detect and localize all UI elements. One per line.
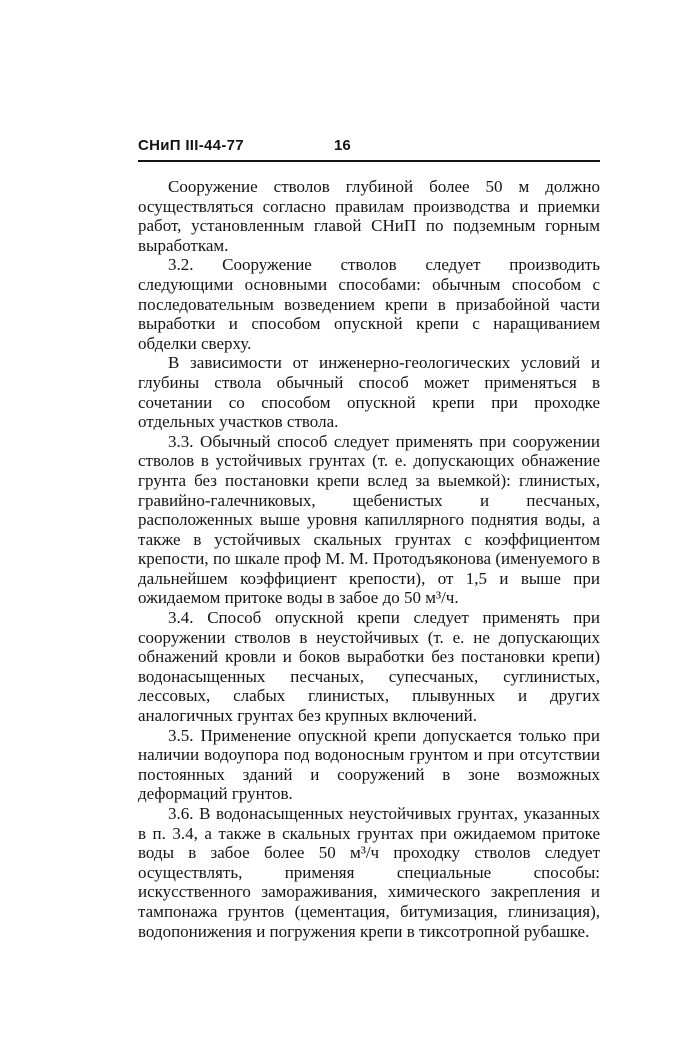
paragraph-3-3: 3.3. Обычный способ следует применять при сооружении стволов в устойчивых грунтах (т. е. допускающих обнажение грунта без постановки крепи вслед за выемкой): глинистых, гравийно-галечниковых, щебенистых и песчаных, расположенных выше уровня капиллярного поднятия воды, а также в устойчивых скальных грунтах с коэффициентом крепости, по шкале проф М. М. Протодъяконова (именуемого в дальнейшем коэффициент крепости), от 1,5 и выше при ожидаемом притоке воды в забое до 50 м³/ч.: [138, 431, 600, 608]
paragraph-3-5: 3.5. Применение опускной крепи допускается только при наличии водоупора под водоносным грунтом и при отсутствии постоянных зданий и сооружений в зоне возможных деформаций грунтов.: [138, 725, 600, 804]
document-code: СНиП III-44-77: [138, 137, 244, 154]
paragraph-3-2: 3.2. Сооружение стволов следует производить следующими основными способами: обычным способом с последовательным возведением крепи в призабойной части выработки и способом опускной крепи с наращиванием обделки сверху.: [138, 255, 600, 353]
page-header: [138, 137, 600, 159]
header-rule: [138, 160, 600, 162]
paragraph-intro: Сооружение стволов глубиной более 50 м должно осуществляться согласно правилам производства и приемки работ, установленным главой СНиП по подземным горным выработкам.: [138, 177, 600, 255]
paragraph-3-6: 3.6. В водонасыщенных неустойчивых грунтах, указанных в п. 3.4, а также в скальных грунтах при ожидаемом притоке воды в забое более 50 м³/ч проходку стволов следует осуществлять, применяя специальные способы: искусственного замораживания, химического закрепления и тампонажа грунтов (цементация, битумизация, глинизация), водопонижения и погружения крепи в тиксотропной рубашке.: [138, 804, 600, 941]
paragraph-3-2-cont: В зависимости от инженерно-геологических условий и глубины ствола обычный способ может применяться в сочетании со способом опускной крепи при проходке отдельных участков ствола.: [138, 353, 600, 432]
body-text: [138, 177, 600, 941]
page-number: 16: [334, 137, 351, 154]
paragraph-3-4: 3.4. Способ опускной крепи следует применять при сооружении стволов в неустойчивых (т. е. не допускающих обнажений кровли и боков выработки без постановки крепи) водонасыщенных песчаных, супесчаных, суглинистых, лессовых, слабых глинистых, плывунных и других аналогичных грунтах без крупных включений.: [138, 608, 600, 726]
